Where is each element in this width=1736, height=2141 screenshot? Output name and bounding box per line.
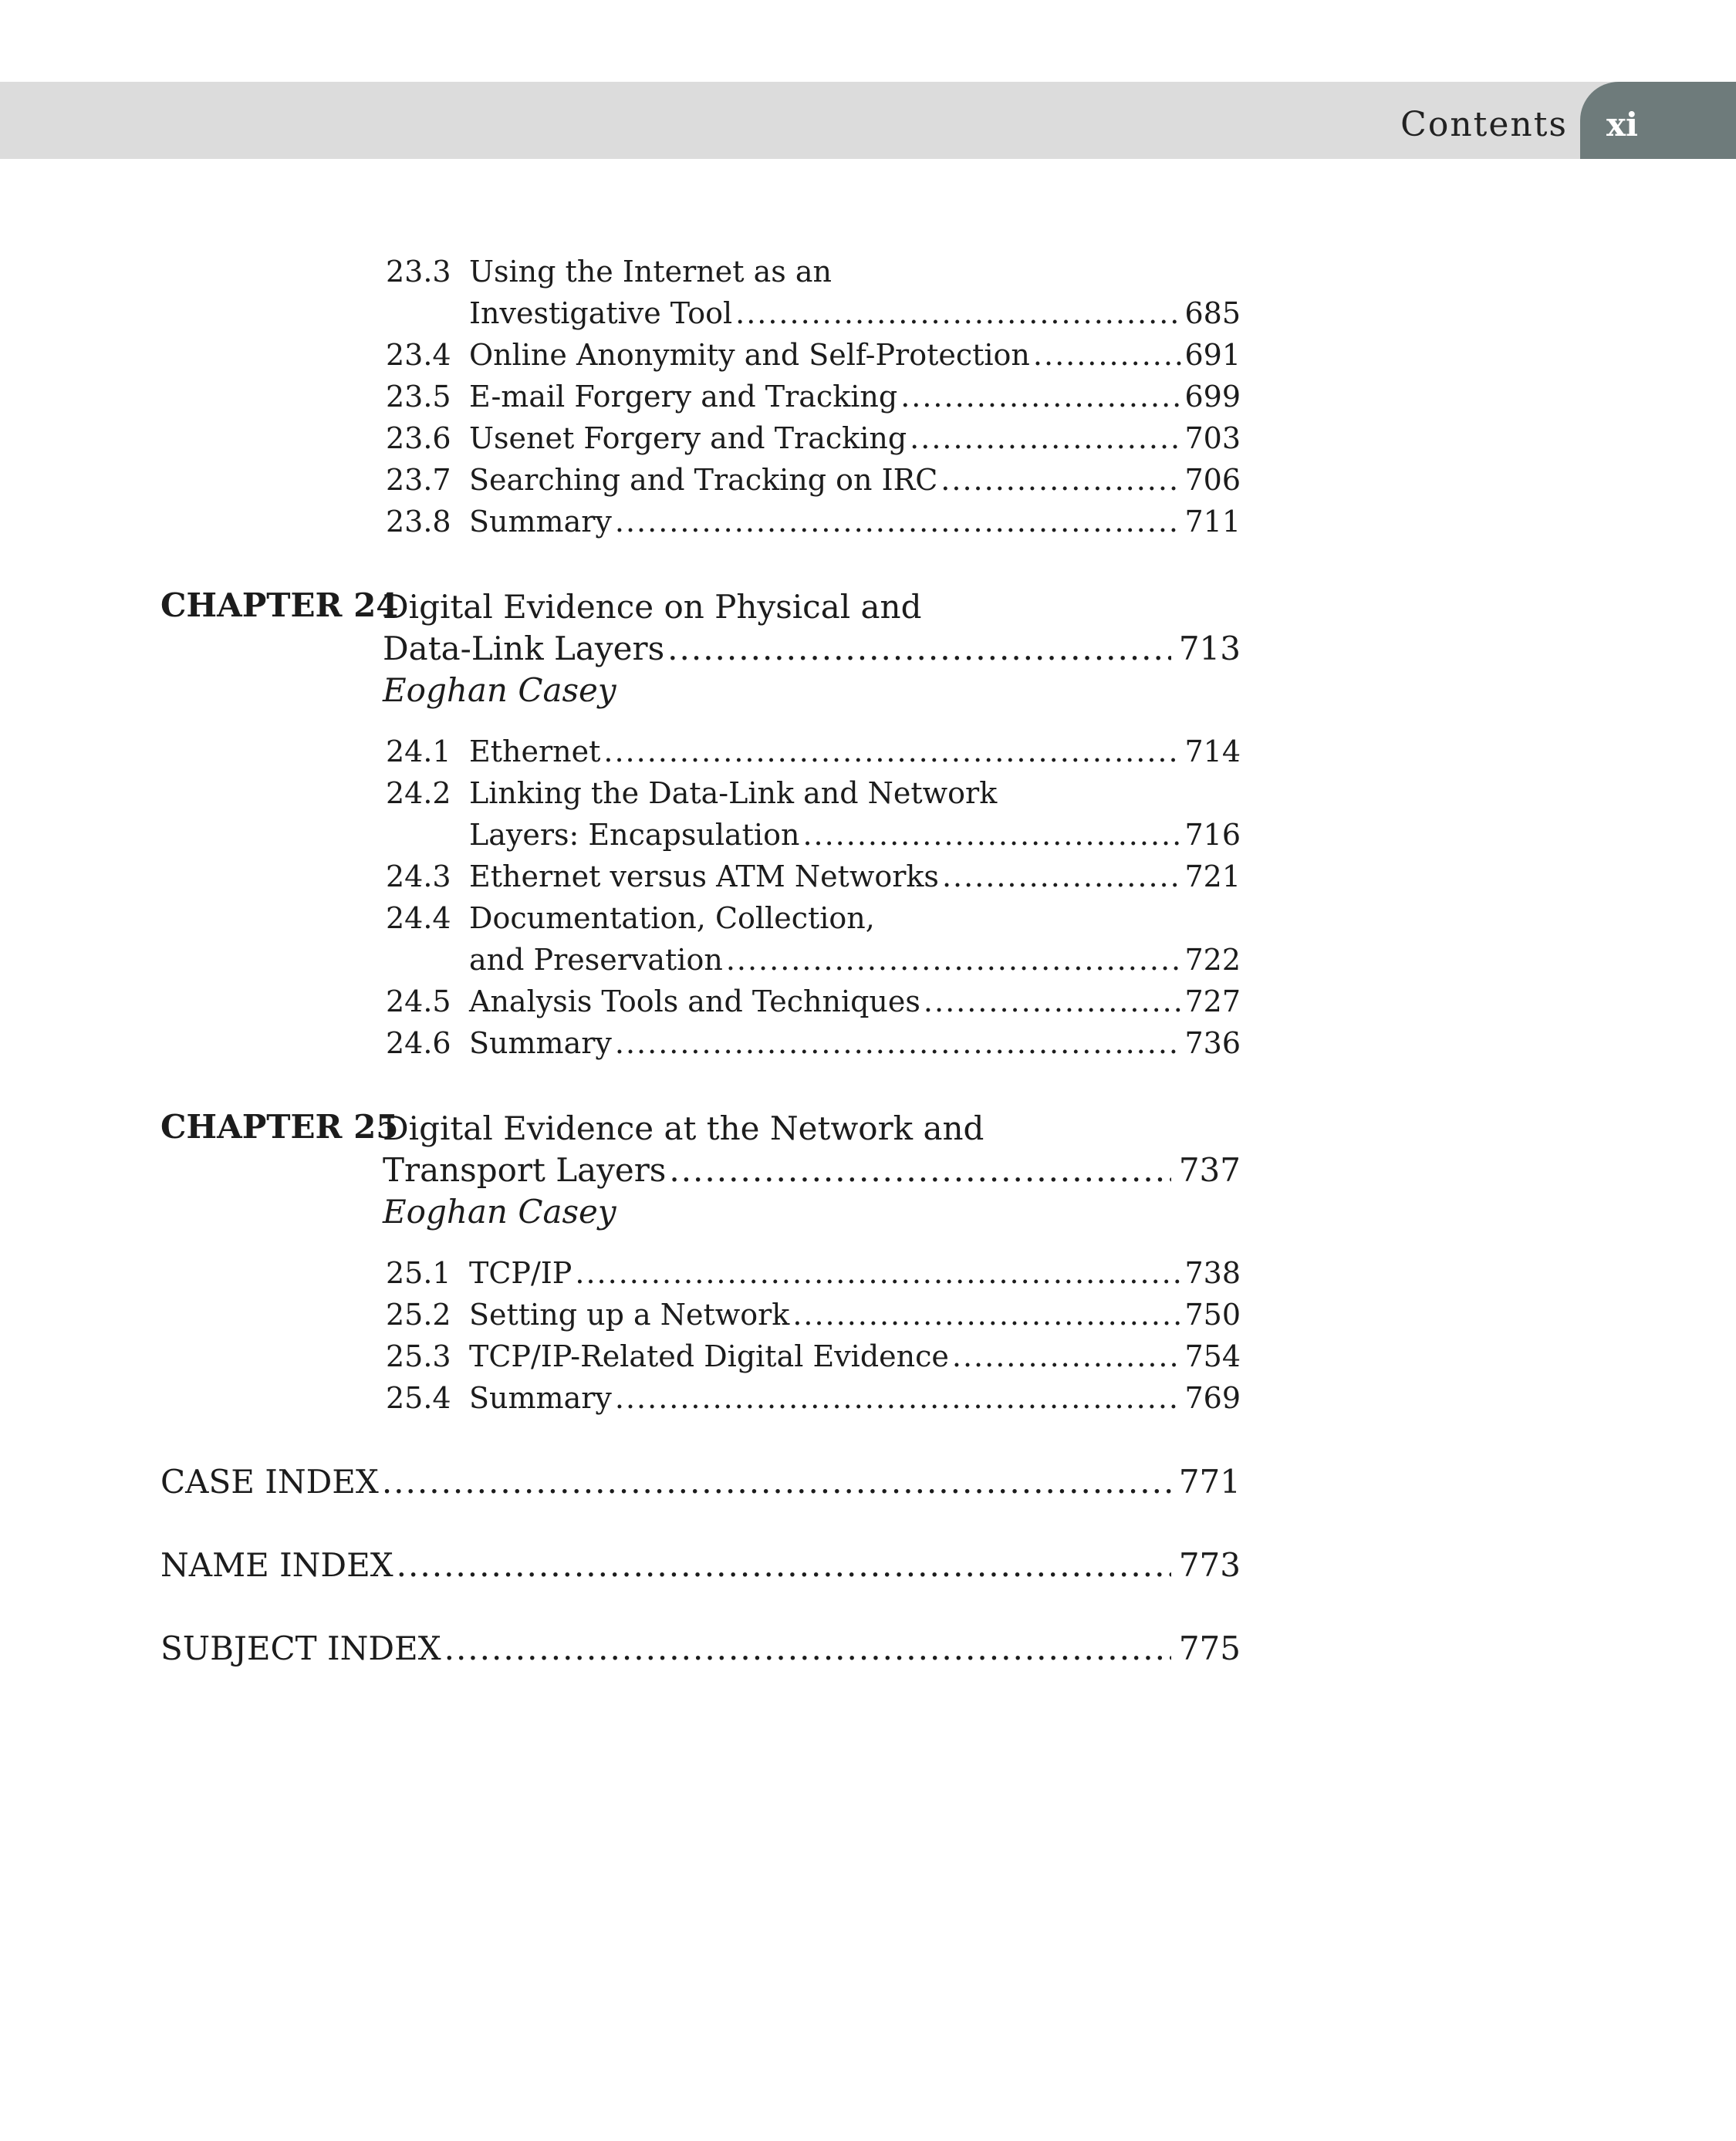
chapter-25-title-line1[interactable] [383, 1109, 1241, 1153]
toc-entry-24-1[interactable] [386, 734, 1241, 776]
dot-leader [669, 1151, 1170, 1189]
page-number: 769 [1184, 1381, 1241, 1415]
running-header-title: Contents [1400, 105, 1568, 144]
page-number: 713 [1178, 630, 1241, 667]
chapter-24-title-line2[interactable] [383, 630, 1241, 673]
page-number: 706 [1184, 463, 1241, 497]
section-title: Searching and Tracking on IRC [469, 463, 938, 497]
section-title: Summary [469, 505, 612, 539]
toc-entry-subject-index[interactable] [160, 1629, 1241, 1673]
section-title: Layers: Encapsulation [469, 818, 800, 852]
page-number: 722 [1184, 943, 1241, 977]
dot-leader [444, 1629, 1171, 1667]
section-number: 24.1 [386, 734, 451, 768]
dot-leader [615, 505, 1182, 539]
dot-leader [924, 984, 1182, 1018]
chapter-24-author: Eoghan Casey [383, 671, 616, 709]
chapter-25-title-line2[interactable] [383, 1151, 1241, 1194]
index-title: CASE INDEX [160, 1463, 379, 1501]
page-number: 703 [1184, 421, 1241, 455]
section-title: Ethernet [469, 734, 601, 768]
section-title: Investigative Tool [469, 296, 733, 330]
dot-leader [1033, 338, 1182, 372]
chapter-title: Digital Evidence on Physical and [383, 588, 922, 626]
section-title: Documentation, Collection, [469, 901, 875, 935]
section-title: and Preservation [469, 943, 723, 977]
page-number: 714 [1184, 734, 1241, 768]
toc-entry-23-8[interactable] [386, 505, 1241, 546]
dot-leader [615, 1381, 1182, 1415]
page-number: 736 [1184, 1026, 1241, 1060]
dot-leader [802, 818, 1181, 852]
section-number: 23.7 [386, 463, 451, 497]
section-number: 23.5 [386, 380, 451, 414]
dot-leader [942, 859, 1182, 893]
toc-entry-23-6[interactable] [386, 421, 1241, 463]
dot-leader [603, 734, 1181, 768]
section-title: E-mail Forgery and Tracking [469, 380, 898, 414]
section-number: 23.3 [386, 255, 451, 289]
dot-leader [382, 1463, 1171, 1501]
chapter-25-label: CHAPTER 25 [160, 1108, 399, 1146]
chapter-title: Transport Layers [383, 1151, 667, 1189]
section-number: 23.4 [386, 338, 451, 372]
dot-leader [615, 1026, 1182, 1060]
page-number: 773 [1178, 1546, 1241, 1584]
section-title: Ethernet versus ATM Networks [469, 859, 939, 893]
toc-entry-25-4[interactable] [386, 1381, 1241, 1423]
dot-leader [792, 1298, 1181, 1332]
toc-entry-24-3[interactable] [386, 859, 1241, 901]
index-title: NAME INDEX [160, 1546, 393, 1584]
section-number: 25.3 [386, 1339, 451, 1373]
toc-entry-24-2[interactable] [386, 776, 1241, 818]
page-number: 691 [1184, 338, 1241, 372]
toc-entry-23-3[interactable] [386, 255, 1241, 296]
toc-entry-23-7[interactable] [386, 463, 1241, 505]
chapter-title: Data-Link Layers [383, 630, 665, 667]
dot-leader [726, 943, 1182, 977]
section-title: Usenet Forgery and Tracking [469, 421, 907, 455]
toc-entry-23-4[interactable] [386, 338, 1241, 380]
toc-entry-name-index[interactable] [160, 1546, 1241, 1589]
toc-entry-24-4[interactable] [386, 901, 1241, 943]
section-title: TCP/IP [469, 1256, 572, 1290]
toc-entry-24-4-cont[interactable] [386, 943, 1241, 984]
section-number: 25.1 [386, 1256, 451, 1290]
section-title: Summary [469, 1026, 612, 1060]
page-number-tab: xi [1580, 82, 1736, 159]
toc-entry-25-2[interactable] [386, 1298, 1241, 1339]
dot-leader [575, 1256, 1181, 1290]
dot-leader [900, 380, 1181, 414]
dot-leader [941, 463, 1181, 497]
dot-leader [667, 630, 1171, 667]
page-number: 727 [1184, 984, 1241, 1018]
page-number: 750 [1184, 1298, 1241, 1332]
section-title: Setting up a Network [469, 1298, 790, 1332]
toc-entry-23-3-cont[interactable] [386, 296, 1241, 338]
page-number: 721 [1184, 859, 1241, 893]
dot-leader [910, 421, 1181, 455]
page-number: 737 [1178, 1151, 1241, 1189]
toc-entry-24-5[interactable] [386, 984, 1241, 1026]
section-number: 24.5 [386, 984, 451, 1018]
chapter-title: Digital Evidence at the Network and [383, 1109, 985, 1147]
page-number: 716 [1184, 818, 1241, 852]
page-number: 699 [1184, 380, 1241, 414]
section-title: Summary [469, 1381, 612, 1415]
section-title: Analysis Tools and Techniques [469, 984, 920, 1018]
dot-leader [952, 1339, 1182, 1373]
index-title: SUBJECT INDEX [160, 1629, 441, 1667]
section-title: TCP/IP-Related Digital Evidence [469, 1339, 949, 1373]
section-title: Using the Internet as an [469, 255, 832, 289]
page-number: 711 [1184, 505, 1241, 539]
toc-entry-25-3[interactable] [386, 1339, 1241, 1381]
section-number: 23.8 [386, 505, 451, 539]
page-number: 685 [1184, 296, 1241, 330]
dot-leader [735, 296, 1181, 330]
page-number: 775 [1178, 1629, 1241, 1667]
chapter-24-title-line1[interactable] [383, 588, 1241, 631]
section-number: 24.4 [386, 901, 451, 935]
page-number: 754 [1184, 1339, 1241, 1373]
section-number: 24.2 [386, 776, 451, 810]
chapter-25-author: Eoghan Casey [383, 1193, 616, 1231]
toc-entry-25-1[interactable] [386, 1256, 1241, 1298]
dot-leader [397, 1546, 1171, 1584]
section-number: 25.4 [386, 1381, 451, 1415]
chapter-24-label: CHAPTER 24 [160, 586, 399, 624]
section-title: Linking the Data-Link and Network [469, 776, 998, 810]
section-number: 25.2 [386, 1298, 451, 1332]
toc-entry-24-6[interactable] [386, 1026, 1241, 1068]
page-number: 738 [1184, 1256, 1241, 1290]
page-number: 771 [1178, 1463, 1241, 1501]
section-number: 24.3 [386, 859, 451, 893]
toc-entry-23-5[interactable] [386, 380, 1241, 421]
section-number: 24.6 [386, 1026, 451, 1060]
section-number: 23.6 [386, 421, 451, 455]
toc-entry-24-2-cont[interactable] [386, 818, 1241, 859]
toc-entry-case-index[interactable] [160, 1463, 1241, 1506]
section-title: Online Anonymity and Self-Protection [469, 338, 1030, 372]
